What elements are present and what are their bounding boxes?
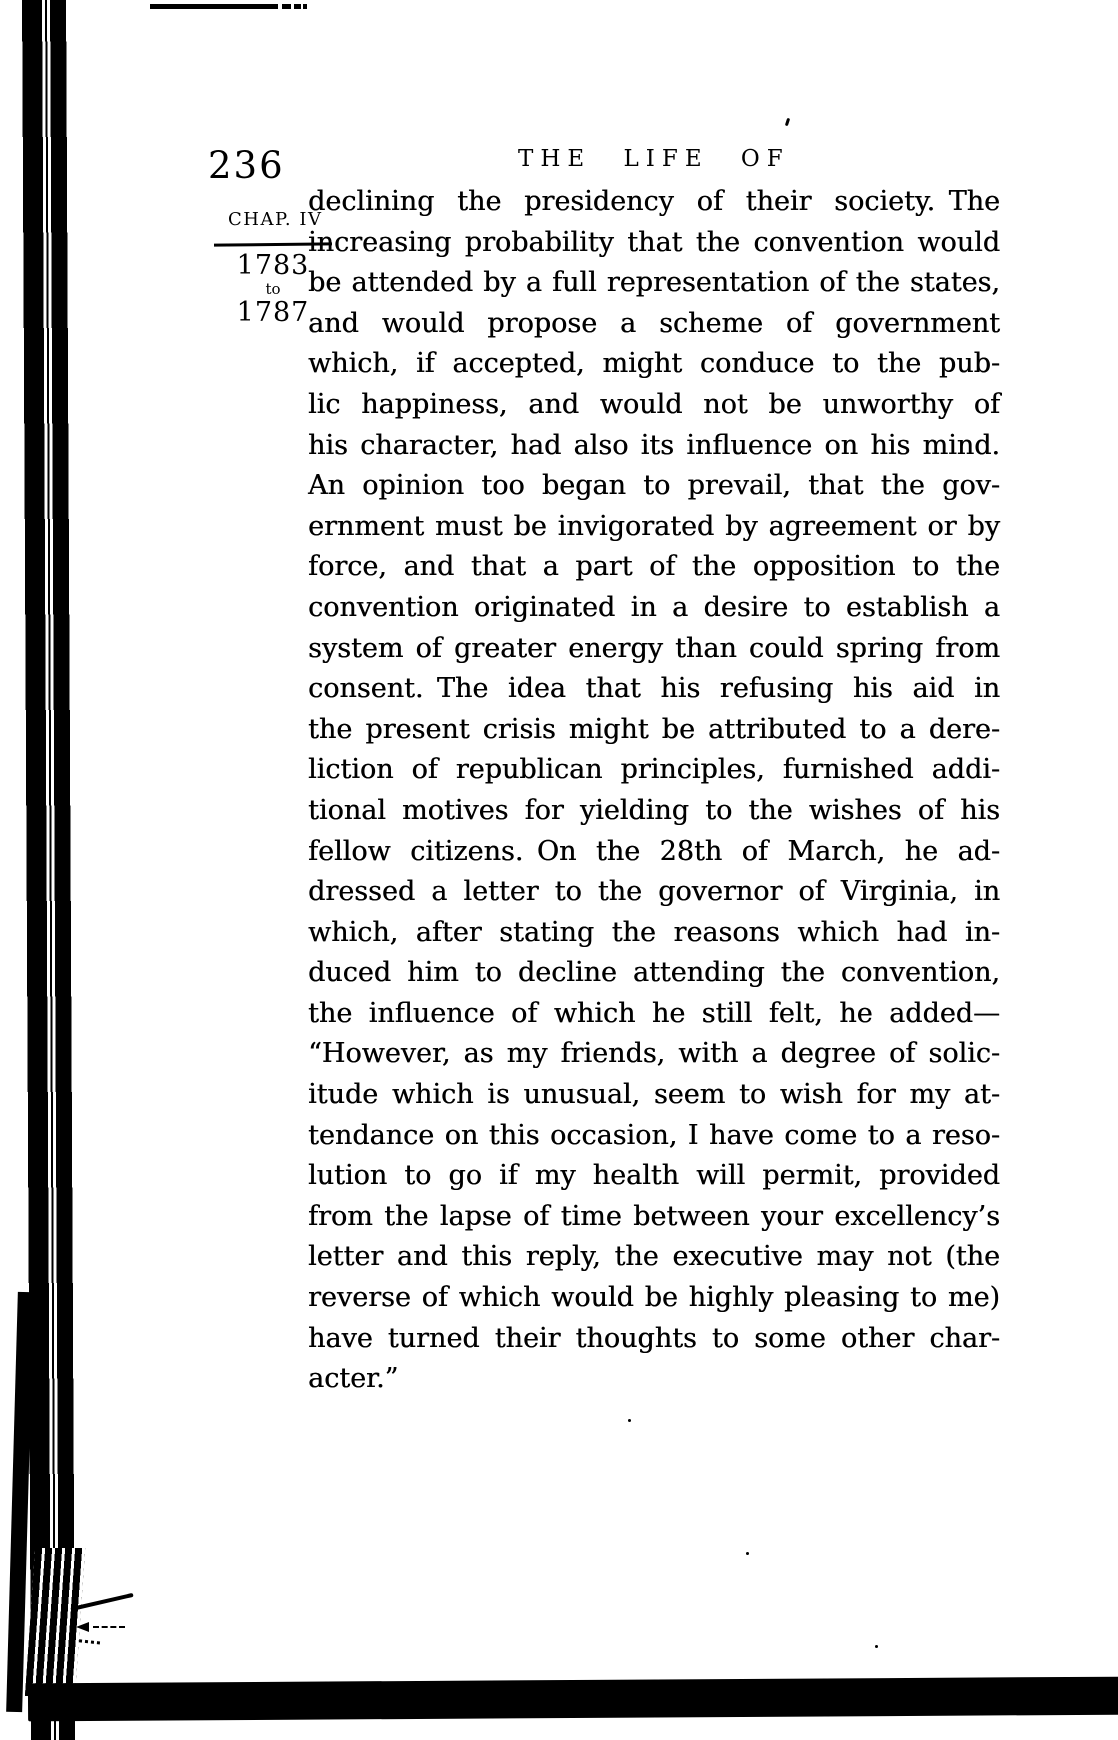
text-line: increasing probability that the convention would [308,226,1000,258]
text-line: reverse of which would be highly pleasing to me) [308,1282,1000,1314]
chapter-label: CHAP. IV [228,209,323,230]
pen-mark-arrow [76,1622,89,1632]
running-header: THE LIFE OF [518,146,790,172]
date-end: 1787 [236,297,310,328]
pen-mark-dashes [93,1626,125,1628]
text-line: liction of republican principles, furnished addi- [308,754,1000,786]
text-line: declining the presidency of their society. The [308,186,1000,217]
text-line: which, if accepted, might conduce to the pub- [308,348,1000,380]
ink-speck [746,1552,749,1555]
text-line: system of greater energy than could spring from [308,632,1000,664]
text-line: the present crisis might be attributed to a dere- [308,713,1000,745]
text-line: fellow citizens. On the 28th of March, he ad- [308,835,1000,867]
margin-date-range [234,252,312,326]
text-line: from the lapse of time between your excellency’s [308,1200,1000,1232]
text-line: which, after stating the reasons which had in- [308,916,1000,948]
scan-gutter-artifact [20,0,79,1740]
ink-speck [628,1419,631,1422]
ink-speck [785,118,790,127]
text-line: convention originated in a desire to establish a [308,591,1000,623]
ink-speck [875,1645,878,1648]
text-line: ernment must be invigorated by agreement or by [308,510,1000,542]
text-line: have turned their thoughts to some other char- [308,1322,1000,1354]
date-start: 1783 [236,250,310,281]
text-line: “However, as my friends, with a degree of solic- [308,1038,1000,1070]
text-line: itude which is unusual, seem to wish for my at- [308,1079,1000,1111]
text-line: lic happiness, and would not be unworthy of [308,388,1000,420]
text-line: tendance on this occasion, I have come to a reso- [308,1119,1000,1151]
text-line: acter.” [308,1363,399,1395]
body-text [308,182,1000,1400]
text-line: force, and that a part of the opposition to the [308,551,1000,583]
text-line: the influence of which he still felt, he added— [308,997,1000,1029]
scan-bottom-edge-bar [28,1677,1118,1722]
date-connector: to [265,280,281,298]
text-line: An opinion too began to prevail, that the gov- [308,470,1000,502]
text-line: and would propose a scheme of government [308,307,1000,339]
text-line: lution to go if my health will permit, provided [308,1160,1000,1192]
text-line: his character, had also its influence on his mind. [308,429,1000,461]
text-line: duced him to decline attending the convention, [308,957,1000,989]
text-line: consent. The idea that his refusing his aid in [308,673,1000,705]
text-line: be attended by a full representation of the states, [308,267,1000,299]
text-line: tional motives for yielding to the wishes of his [308,794,1000,826]
page-number: 236 [208,144,285,187]
text-line: dressed a letter to the governor of Virginia, in [308,876,1000,908]
scan-top-edge-mark [150,4,310,9]
text-line: letter and this reply, the executive may not (the [308,1241,1000,1273]
